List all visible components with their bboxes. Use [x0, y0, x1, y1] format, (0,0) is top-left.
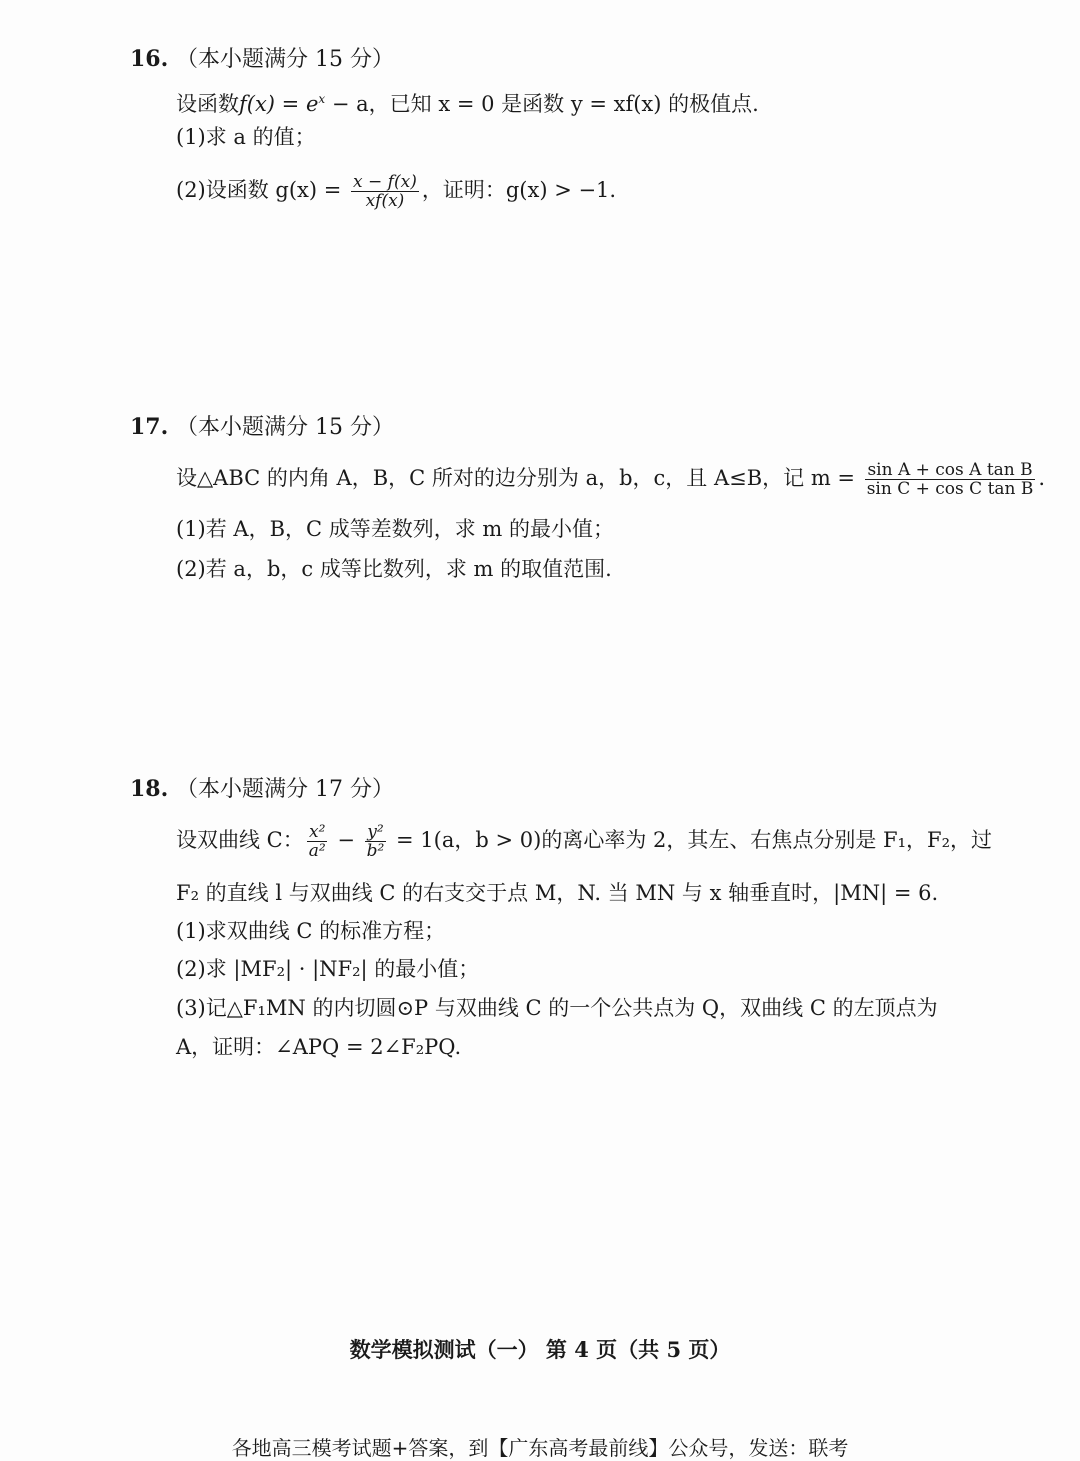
- question-17-stem: 设△ABC 的内角 A，B，C 所对的边分别为 a，b，c，且 A≤B，记 m = $\frac{\text{sin A + cos A tan B}}{\text{sin C + cos C tan B}}$ .: [176, 460, 1046, 499]
- question-18: [130, 774, 993, 1059]
- question-number: 18.: [130, 776, 169, 802]
- score-note: （本小题满分 15 分）: [176, 415, 394, 440]
- question-16: [130, 44, 980, 211]
- fraction: $\frac{\text{y²}}{\text{b²}}$: [366, 822, 385, 861]
- question-18-part-3-cont: A，证明：∠APQ = 2∠F₂PQ.: [176, 1035, 462, 1059]
- question-16-part-2: (2)设函数 g(x) = $\frac{x - f(x)}{xf(x)}$ ，证明：g(x) > −1.: [176, 172, 617, 211]
- fraction: $\frac{\text{x²}}{\text{a²}}$: [308, 822, 326, 861]
- fraction: $\frac{x - f(x)}{xf(x)}$: [353, 172, 417, 211]
- question-17: [130, 412, 1046, 581]
- question-16-stem: 设函数$f(x) = e^x - a$，已知 x = 0 是函数 y = xf(x) 的极值点.: [176, 92, 759, 116]
- question-18-part-2: (2)求 |MF₂| · |NF₂| 的最小值；: [176, 957, 480, 981]
- score-note: （本小题满分 15 分）: [176, 47, 394, 72]
- promo-caption: 各地高三模考试题+答案，到【广东高考最前线】公众号，发送：联考: [231, 1436, 849, 1460]
- page-footer: 数学模拟测试（一） 第 4 页（共 5 页）: [349, 1337, 731, 1362]
- question-18-part-1: (1)求双曲线 C 的标准方程；: [176, 919, 446, 943]
- question-17-header: [130, 412, 980, 443]
- question-number: 17.: [130, 414, 169, 440]
- question-18-stem-cont: F₂ 的直线 l 与双曲线 C 的右支交于点 M，N. 当 MN 与 x 轴垂直时，|MN| = 6.: [176, 881, 939, 905]
- question-18-stem: 设双曲线 C： $\frac{\text{x²}}{\text{a²}}$ − $\frac{\text{y²}}{\text{b²}}$ = 1(a，b > 0)的离心率为 2，其左、右焦点分别是 F₁，F₂，过: [176, 822, 993, 861]
- fraction: $\frac{\text{sin A + cos A tan B}}{\text{sin C + cos C tan B}}$: [866, 460, 1034, 499]
- question-16-part-1: (1)求 a 的值；: [176, 125, 316, 149]
- question-18-header: [130, 774, 980, 805]
- question-17-part-1: (1)若 A，B，C 成等差数列，求 m 的最小值；: [176, 517, 615, 541]
- question-18-part-3: (3)记△F₁MN 的内切圆⊙P 与双曲线 C 的一个公共点为 Q，双曲线 C 的左顶点为: [176, 996, 938, 1020]
- question-number: 16.: [130, 46, 169, 72]
- question-17-part-2: (2)若 a，b，c 成等比数列，求 m 的取值范围.: [176, 557, 612, 581]
- score-note: （本小题满分 17 分）: [176, 777, 394, 802]
- question-16-header: [130, 44, 980, 75]
